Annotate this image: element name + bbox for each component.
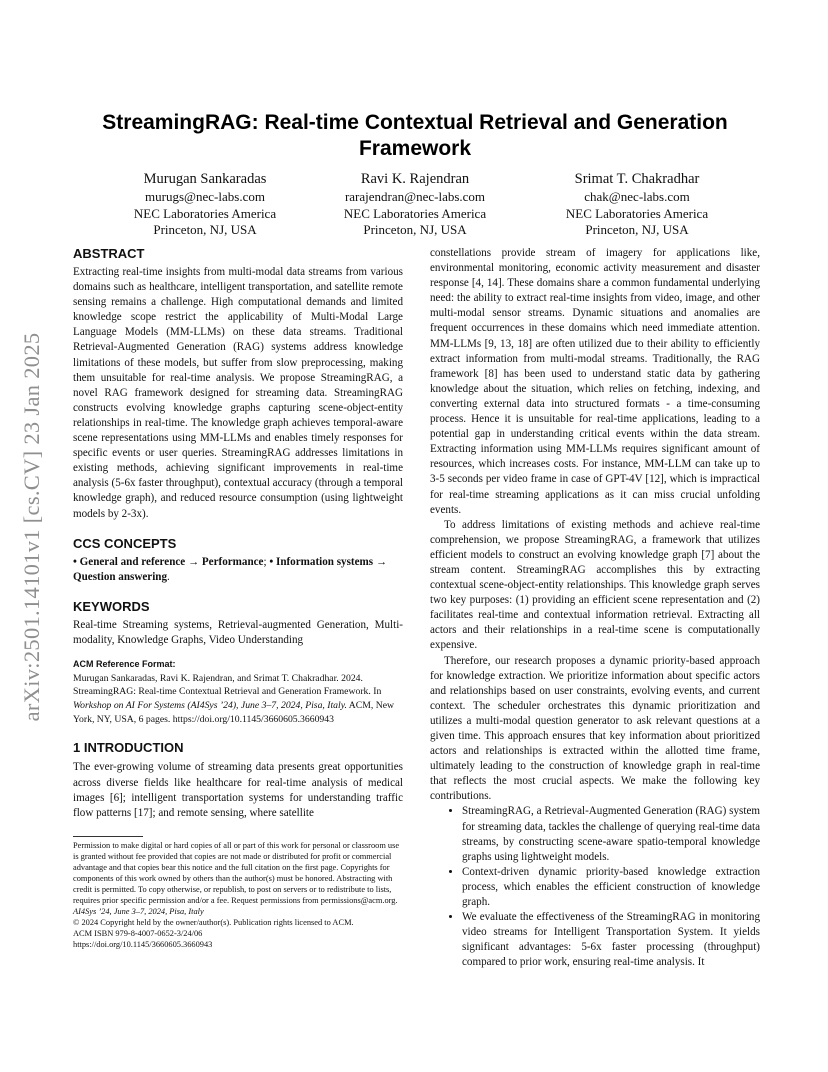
introduction-heading: 1 INTRODUCTION bbox=[73, 740, 184, 756]
abstract-heading: ABSTRACT bbox=[73, 246, 145, 261]
doi-line: https://doi.org/10.1145/3660605.3660943 bbox=[73, 940, 213, 949]
contribution-item: • StreamingRAG, a Retrieval-Augmented Generation (RAG) system for streaming data, tackles the challenge of querying real-time data streams, by constructing scene-aware spatio-temporal knowledge graphs using lightweight models. bbox=[462, 804, 760, 864]
copyright-line: © 2024 Copyright held by the owner/author(s). Publication rights licensed to ACM. bbox=[73, 918, 354, 927]
introduction-paragraph: constellations provide stream of imagery for applications like, environmental monitoring, economic activity measurement and disaster response [4, 14]. These domains share a common fundamental underlying need: the ability to extract real-time insights from video, image, and other multi-modal sensor streams. Dynamic situations and anomalies are frequent occurrences in these domains which need immediate attention. MM-LLMs [9, 13, 18] are often utilized due to their ability to efficiently extract information from multi-modal streams. Traditionally, the RAG framework [8] has been used to understand static data by gathering knowledge about the situation, which relies on fetching, indexing, and converting external data into structured formats - a time-consuming process. Hence it is unsuitable for real-time applications, leading to a potential gap in understanding critical events within the data stream. Extracting information using MM-LLMs requires significant amount of resources, which increases costs. For instance, MM-LLM can take up to 3-5 seconds per video frame in case of GPT-4V [12], which is impractical for real-time streaming applications as it can miss crucial unfolding events. bbox=[430, 247, 760, 516]
author-location: Princeton, NJ, USA bbox=[363, 222, 467, 237]
author-email: chak@nec-labs.com bbox=[584, 189, 690, 204]
author-org: NEC Laboratories America bbox=[343, 205, 487, 221]
author-2 bbox=[310, 170, 520, 239]
ccs-arrow: → bbox=[373, 555, 387, 568]
keywords-text: Real-time Streaming systems, Retrieval-augmented Generation, Multi-modality, Knowledge Graphs, Video Understanding bbox=[73, 618, 403, 646]
left-column bbox=[73, 246, 403, 821]
contribution-item: • Context-driven dynamic priority-based knowledge extraction process, which enables the efficient construction of knowledge graph. bbox=[462, 865, 760, 910]
ccs-arrow: → bbox=[185, 555, 202, 568]
ccs-concepts bbox=[73, 555, 403, 585]
acm-reference-heading: ACM Reference Format: bbox=[73, 658, 176, 669]
arxiv-stamp-box bbox=[12, 292, 52, 762]
ccs-item: Performance bbox=[201, 555, 264, 568]
author-name: Murugan Sankaradas bbox=[143, 171, 267, 187]
ccs-end: . bbox=[167, 570, 170, 583]
copyright-footnote bbox=[73, 840, 403, 950]
paper-title: StreamingRAG: Real-time Contextual Retrieval and Generation Framework bbox=[102, 111, 728, 160]
author-org: NEC Laboratories America bbox=[565, 205, 709, 221]
ccs-separator: ; bbox=[263, 555, 270, 568]
permission-notice: Permission to make digital or hard copies of all or part of this work for personal or classroom use is granted without fee provided that copies are not made or distributed for profit or commercial advantage and that copies bear this notice and the full citation on the first page. Copyrights for components of this work owned by others than the author(s) must be honored. Abstracting with credit is permitted. To copy otherwise, or republish, to post on servers or to redistribute to lists, requires prior specific permission and/or a fee. Request permissions from permissions@acm.org. bbox=[73, 841, 400, 905]
introduction-paragraph: Therefore, our research proposes a dynamic priority-based approach for knowledge extraction. We prioritize information about specific actors and relationships based on user constraints, evolving events, and current context. The scheduler orchestrates this dynamic prioritization and utilizes a multi-modal question generator to ask relevant questions at a given time. This approach ensures that key information about prioritized actors and relationships is extracted within the allotted time frame, ultimately leading to the construction of knowledge graph in real-time that reflects the most crucial aspects. We make the following key contributions. bbox=[430, 654, 760, 803]
author-email: rarajendran@nec-labs.com bbox=[344, 189, 486, 204]
ccs-heading: CCS CONCEPTS bbox=[73, 535, 177, 551]
ccs-item: • Information systems bbox=[269, 555, 374, 568]
acm-reference-doi: ACM, New York, NY, USA, 6 pages. https://doi.org/10.1145/3660605.3660943 bbox=[73, 700, 394, 725]
author-location: Princeton, NJ, USA bbox=[153, 222, 257, 237]
contribution-item: • We evaluate the effectiveness of the StreamingRAG in monitoring video streams for Intelligent Transportation System. It yields significant advantages: 5-6x faster processing (throughput) compared to prior work, ensuring real-time analysis. It bbox=[462, 910, 760, 970]
abstract-text: Extracting real-time insights from multi-modal data streams from various domains such as healthcare, intelligent transportation, and satellite remote sensing remains a challenge. High computational demands and limited knowledge scope restrict the applicability of Multi-Modal Large Language Models (MM-LLMs) on these data streams. Traditional Retrieval-Augmented Generation (RAG) systems address knowledge limitations of these models, but suffer from slow preprocessing, making them unsuitable for real-time analysis. We propose StreamingRAG, a novel RAG framework designed for streaming data. StreamingRAG constructs evolving knowledge graphs capturing scene-object-entity relationships in real-time. The knowledge graph achieves temporal-aware scene representations using MM-LLMs and enables timely responses for specific events or user queries. StreamingRAG addresses limitations in existing methods, achieving significant improvements in real-time analysis (5-6x faster throughput), contextual accuracy (through a temporal knowledge graph), and reduced resource consumption (using lightweight models by 2-3x). bbox=[73, 266, 403, 520]
author-email: murugs@nec-labs.com bbox=[145, 189, 265, 204]
isbn-line: ACM ISBN 979-8-4007-0652-3/24/06 bbox=[73, 929, 203, 938]
acm-reference-text: Murugan Sankaradas, Ravi K. Rajendran, and Srimat T. Chakradhar. 2024. StreamingRAG: Real-time Contextual Retrieval and Generation Framework. In bbox=[73, 672, 382, 698]
author-3 bbox=[532, 170, 742, 239]
author-1 bbox=[100, 170, 310, 239]
acm-reference-venue: Workshop on AI For Systems (AI4Sys ’24), June 3–7, 2024, Pisa, Italy. bbox=[73, 700, 347, 712]
right-column bbox=[430, 246, 760, 971]
acm-reference bbox=[73, 658, 403, 727]
author-location: Princeton, NJ, USA bbox=[585, 222, 689, 237]
contributions-list bbox=[430, 804, 760, 970]
keywords-heading: KEYWORDS bbox=[73, 598, 150, 614]
footnote-divider bbox=[73, 836, 143, 837]
author-name: Srimat T. Chakradhar bbox=[574, 171, 700, 187]
author-org: NEC Laboratories America bbox=[133, 205, 277, 221]
introduction-paragraph: To address limitations of existing methods and achieve real-time comprehension, we propose StreamingRAG, a framework that utilizes efficient models to construct an evolving knowledge graph [7] about the stream content. StreamingRAG accomplishes this by extracting contextual scene-object-entity relationships. This knowledge graph serves two key purposes: (1) providing an efficient scene representation and (2) facilitates real-time and contextual information retrieval. Extracting all actors and their relationships in a real-time scene is computationally expensive. bbox=[430, 518, 760, 652]
introduction-paragraph: The ever-growing volume of streaming data presents great opportunities across diverse fields like healthcare for real-time analysis of medical images [6]; intelligent transportation systems for understanding traffic flow patterns [17]; and remote sensing, where satellite bbox=[73, 761, 403, 819]
author-name: Ravi K. Rajendran bbox=[360, 171, 470, 187]
ccs-item: • General and reference bbox=[73, 555, 186, 568]
arxiv-stamp: arXiv:2501.14101v1 [cs.CV] 23 Jan 2025 bbox=[19, 332, 44, 722]
venue-note: AI4Sys ’24, June 3–7, 2024, Pisa, Italy bbox=[73, 907, 204, 916]
ccs-item: Question answering bbox=[73, 570, 167, 583]
